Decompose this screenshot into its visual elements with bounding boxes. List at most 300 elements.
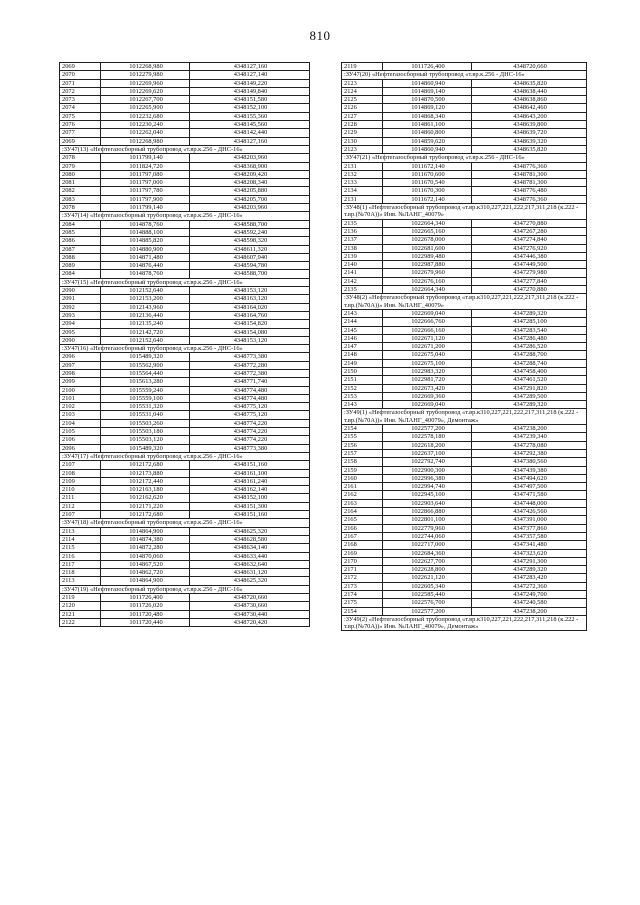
x-coordinate: 1022679,960 <box>383 269 472 277</box>
coordinate-row <box>342 309 587 317</box>
point-number: 2157 <box>342 449 383 457</box>
parcel-header-row <box>60 585 310 593</box>
point-number: 2135 <box>342 219 383 227</box>
parcel-header-row <box>60 212 310 220</box>
coordinate-row <box>60 204 310 212</box>
parcel-title: :ЗУ47(17) «Нефтегазосборный трубопровод «т.вр.к.256 - ДНС-16» <box>60 452 310 460</box>
x-coordinate: 1022585,440 <box>383 591 472 599</box>
point-number: 2167 <box>342 532 383 540</box>
x-coordinate: 1022675,040 <box>383 351 472 359</box>
y-coordinate: 4348635,820 <box>472 79 587 87</box>
point-number: 2119 <box>342 63 383 71</box>
parcel-title: :ЗУ47(16) «Нефтегазосборный трубопровод «т.вр.к.256 - ДНС-16» <box>60 345 310 353</box>
parcel-title: :ЗУ47(19) «Нефтегазосборный трубопровод «т.вр.к.256 - ДНС-16» <box>60 585 310 593</box>
coordinate-row <box>342 121 587 129</box>
x-coordinate: 1011797,080 <box>101 170 190 178</box>
x-coordinate: 1014860,940 <box>383 79 472 87</box>
y-coordinate: 4348638,860 <box>472 96 587 104</box>
x-coordinate: 1014869,120 <box>383 104 472 112</box>
x-coordinate: 1022684,360 <box>383 549 472 557</box>
y-coordinate: 4347272,360 <box>472 582 587 590</box>
point-number: 2146 <box>342 334 383 342</box>
y-coordinate: 4348625,320 <box>190 577 310 585</box>
y-coordinate: 4347288,700 <box>472 351 587 359</box>
x-coordinate: 1012269,620 <box>101 87 190 95</box>
point-number: 2088 <box>60 253 101 261</box>
coordinate-row <box>342 582 587 590</box>
x-coordinate: 1012152,640 <box>101 336 190 344</box>
y-coordinate: 4348127,160 <box>190 63 310 71</box>
coordinate-row <box>60 262 310 270</box>
coordinate-row <box>60 71 310 79</box>
parcel-title: :ЗУ47(15) «Нефтегазосборный трубопровод «т.вр.к.256 - ДНС-16» <box>60 278 310 286</box>
point-number: 2094 <box>60 320 101 328</box>
x-coordinate: 1022676,160 <box>383 277 472 285</box>
x-coordinate: 1012172,680 <box>101 461 190 469</box>
y-coordinate: 4348720,660 <box>190 594 310 602</box>
y-coordinate: 4348588,700 <box>190 270 310 278</box>
x-coordinate: 1015489,320 <box>101 444 190 452</box>
coordinate-row <box>342 574 587 582</box>
x-coordinate: 1014870,500 <box>383 96 472 104</box>
point-number: 2081 <box>60 179 101 187</box>
point-number: 2122 <box>60 618 101 626</box>
x-coordinate: 1012279,980 <box>101 71 190 79</box>
coordinate-row <box>342 286 587 294</box>
point-number: 2174 <box>342 591 383 599</box>
point-number: 2071 <box>60 79 101 87</box>
coordinate-row <box>60 527 310 535</box>
coordinate-row <box>60 311 310 319</box>
point-number: 2133 <box>342 179 383 187</box>
point-number: 2140 <box>342 261 383 269</box>
coordinate-row <box>60 602 310 610</box>
y-coordinate: 4348638,440 <box>472 87 587 95</box>
parcel-header-row <box>342 294 587 310</box>
parcel-title: :ЗУ47(18) «Нефтегазосборный трубопровод «т.вр.к.256 - ДНС-16» <box>60 519 310 527</box>
coordinate-row <box>60 469 310 477</box>
y-coordinate: 4347286,520 <box>472 343 587 351</box>
x-coordinate: 1022666,160 <box>383 326 472 334</box>
point-number: 2118 <box>60 569 101 577</box>
x-coordinate: 1012230,240 <box>101 121 190 129</box>
point-number: 2175 <box>342 599 383 607</box>
x-coordinate: 1012267,700 <box>101 96 190 104</box>
x-coordinate: 1022744,060 <box>383 532 472 540</box>
y-coordinate: 4348611,320 <box>190 245 310 253</box>
point-number: 2144 <box>342 318 383 326</box>
y-coordinate: 4348145,560 <box>190 121 310 129</box>
point-number: 2123 <box>342 79 383 87</box>
coordinate-row <box>342 87 587 95</box>
y-coordinate: 4348776,480 <box>472 187 587 195</box>
point-number: 2170 <box>342 557 383 565</box>
x-coordinate: 1022866,880 <box>383 508 472 516</box>
x-coordinate: 1015531,320 <box>101 403 190 411</box>
coordinate-row <box>60 419 310 427</box>
x-coordinate: 1012152,640 <box>101 287 190 295</box>
coordinate-row <box>60 403 310 411</box>
x-coordinate: 1022994,740 <box>383 483 472 491</box>
y-coordinate: 4347357,580 <box>472 532 587 540</box>
y-coordinate: 4348730,660 <box>190 602 310 610</box>
coordinate-row <box>60 544 310 552</box>
x-coordinate: 1011799,140 <box>101 204 190 212</box>
point-number: 2151 <box>342 376 383 384</box>
x-coordinate: 1011726,020 <box>101 602 190 610</box>
point-number: 2103 <box>60 411 101 419</box>
y-coordinate: 4347289,320 <box>472 401 587 409</box>
x-coordinate: 1014885,820 <box>101 237 190 245</box>
x-coordinate: 1012163,180 <box>101 486 190 494</box>
point-number: 2162 <box>342 491 383 499</box>
y-coordinate: 4347238,200 <box>472 425 587 433</box>
point-number: 2165 <box>342 516 383 524</box>
point-number: 2117 <box>60 560 101 568</box>
x-coordinate: 1012172,440 <box>101 477 190 485</box>
point-number: 2082 <box>60 187 101 195</box>
coordinate-row <box>342 359 587 367</box>
point-number: 2090 <box>60 336 101 344</box>
x-coordinate: 1015503,120 <box>101 436 190 444</box>
x-coordinate: 1022666,760 <box>383 318 472 326</box>
point-number: 2069 <box>60 137 101 145</box>
y-coordinate: 4348639,720 <box>472 129 587 137</box>
x-coordinate: 1015559,240 <box>101 386 190 394</box>
point-number: 2163 <box>342 499 383 507</box>
x-coordinate: 1022618,200 <box>383 441 472 449</box>
point-number: 2093 <box>60 311 101 319</box>
coordinate-row <box>60 195 310 203</box>
y-coordinate: 4348153,120 <box>190 336 310 344</box>
y-coordinate: 4347279,980 <box>472 269 587 277</box>
y-coordinate: 4347291,820 <box>472 384 587 392</box>
coordinate-row <box>342 557 587 565</box>
y-coordinate: 4348642,460 <box>472 104 587 112</box>
y-coordinate: 4347274,840 <box>472 236 587 244</box>
x-coordinate: 1014862,720 <box>101 569 190 577</box>
point-number: 2153 <box>342 392 383 400</box>
coordinate-row <box>342 318 587 326</box>
coordinate-row <box>342 607 587 615</box>
y-coordinate: 4347494,620 <box>472 474 587 482</box>
x-coordinate: 1022578,180 <box>383 433 472 441</box>
x-coordinate: 1015613,280 <box>101 378 190 386</box>
point-number: 2154 <box>342 425 383 433</box>
x-coordinate: 1022627,700 <box>383 557 472 565</box>
coordinate-row <box>342 516 587 524</box>
coordinate-row <box>342 466 587 474</box>
point-number: 2075 <box>60 112 101 120</box>
coordinate-row <box>60 444 310 452</box>
coordinate-row <box>342 499 587 507</box>
y-coordinate: 4347448,000 <box>472 499 587 507</box>
x-coordinate: 1011797,780 <box>101 187 190 195</box>
point-number: 2155 <box>342 433 383 441</box>
x-coordinate: 1014876,440 <box>101 262 190 270</box>
x-coordinate: 1012265,900 <box>101 104 190 112</box>
x-coordinate: 1014868,340 <box>383 112 472 120</box>
y-coordinate: 4347286,480 <box>472 334 587 342</box>
point-number: 2138 <box>342 244 383 252</box>
x-coordinate: 1012268,980 <box>101 63 190 71</box>
y-coordinate: 4348772,280 <box>190 361 310 369</box>
point-number: 2101 <box>60 394 101 402</box>
point-number: 2131 <box>342 195 383 203</box>
y-coordinate: 4347289,320 <box>472 566 587 574</box>
y-coordinate: 4348205,700 <box>190 195 310 203</box>
point-number: 2160 <box>342 474 383 482</box>
y-coordinate: 4347461,520 <box>472 376 587 384</box>
y-coordinate: 4348151,160 <box>190 461 310 469</box>
y-coordinate: 4348633,440 <box>190 552 310 560</box>
x-coordinate: 1022996,380 <box>383 474 472 482</box>
point-number: 2089 <box>60 262 101 270</box>
point-number: 2166 <box>342 524 383 532</box>
point-number: 2106 <box>60 436 101 444</box>
point-number: 2156 <box>342 441 383 449</box>
y-coordinate: 4348634,140 <box>190 544 310 552</box>
point-number: 2134 <box>342 187 383 195</box>
coordinate-row <box>60 610 310 618</box>
y-coordinate: 4348152,100 <box>190 494 310 502</box>
x-coordinate: 1022987,880 <box>383 261 472 269</box>
y-coordinate: 4348643,200 <box>472 112 587 120</box>
parcel-header-row <box>60 519 310 527</box>
point-number: 2125 <box>342 96 383 104</box>
point-number: 2111 <box>60 494 101 502</box>
coordinate-row <box>60 394 310 402</box>
x-coordinate: 1011672,140 <box>383 162 472 170</box>
parcel-header-row <box>60 452 310 460</box>
parcel-header-row <box>342 71 587 79</box>
coordinate-row <box>60 502 310 510</box>
coordinate-row <box>342 343 587 351</box>
x-coordinate: 1014861,100 <box>383 121 472 129</box>
coordinate-row <box>60 112 310 120</box>
point-number: 2164 <box>342 508 383 516</box>
point-number: 2161 <box>342 483 383 491</box>
coordinate-row <box>342 252 587 260</box>
point-number: 2070 <box>60 71 101 79</box>
x-coordinate: 1014880,900 <box>101 245 190 253</box>
point-number: 2132 <box>342 170 383 178</box>
y-coordinate: 4348774,480 <box>190 394 310 402</box>
x-coordinate: 1022779,960 <box>383 524 472 532</box>
x-coordinate: 1014872,280 <box>101 544 190 552</box>
coordinate-row <box>342 599 587 607</box>
coordinate-row <box>342 433 587 441</box>
y-coordinate: 4347249,700 <box>472 591 587 599</box>
coordinate-row <box>342 351 587 359</box>
y-coordinate: 4348155,360 <box>190 112 310 120</box>
coordinate-row <box>60 511 310 519</box>
x-coordinate: 1022621,120 <box>383 574 472 582</box>
coordinate-row <box>342 63 587 71</box>
y-coordinate: 4347497,500 <box>472 483 587 491</box>
point-number: 2100 <box>60 386 101 394</box>
y-coordinate: 4347270,880 <box>472 219 587 227</box>
coordinate-row <box>60 328 310 336</box>
x-coordinate: 1014869,140 <box>383 87 472 95</box>
parcel-header-row <box>342 409 587 425</box>
coordinate-row <box>60 79 310 87</box>
y-coordinate: 4347341,480 <box>472 541 587 549</box>
y-coordinate: 4347238,200 <box>472 607 587 615</box>
y-coordinate: 4347446,380 <box>472 252 587 260</box>
point-number: 2136 <box>342 227 383 235</box>
x-coordinate: 1014871,480 <box>101 253 190 261</box>
x-coordinate: 1022678,000 <box>383 236 472 244</box>
coordinate-row <box>342 219 587 227</box>
parcel-title: :ЗУ47(14) «Нефтегазосборный трубопровод «т.вр.к.256 - ДНС-16» <box>60 212 310 220</box>
coordinate-row <box>342 129 587 137</box>
y-coordinate: 4347323,620 <box>472 549 587 557</box>
y-coordinate: 4348164,020 <box>190 303 310 311</box>
y-coordinate: 4348774,220 <box>190 428 310 436</box>
coordinate-row <box>60 63 310 71</box>
parcel-header-row <box>342 154 587 162</box>
coordinate-row <box>60 461 310 469</box>
point-number: 2168 <box>342 541 383 549</box>
point-number: 2083 <box>60 195 101 203</box>
y-coordinate: 4348203,960 <box>190 204 310 212</box>
point-number: 2105 <box>60 428 101 436</box>
y-coordinate: 4348164,760 <box>190 311 310 319</box>
point-number: 2116 <box>60 552 101 560</box>
coordinate-row <box>342 227 587 235</box>
x-coordinate: 1015503,260 <box>101 419 190 427</box>
point-number: 2080 <box>60 170 101 178</box>
coordinate-row <box>342 79 587 87</box>
coordinate-row <box>342 483 587 491</box>
point-number: 2096 <box>60 353 101 361</box>
point-number: 2095 <box>60 328 101 336</box>
coordinate-row <box>60 87 310 95</box>
coordinate-row <box>342 277 587 285</box>
y-coordinate: 4348625,320 <box>190 527 310 535</box>
coordinate-row <box>60 121 310 129</box>
x-coordinate: 1011670,300 <box>383 187 472 195</box>
coordinate-row <box>342 458 587 466</box>
y-coordinate: 4348142,440 <box>190 129 310 137</box>
point-number: 2102 <box>60 403 101 411</box>
y-coordinate: 4348209,420 <box>190 170 310 178</box>
x-coordinate: 1022673,420 <box>383 384 472 392</box>
coordinate-row <box>60 237 310 245</box>
x-coordinate: 1011824,720 <box>101 162 190 170</box>
point-number: 2152 <box>342 384 383 392</box>
coordinate-row <box>60 154 310 162</box>
x-coordinate: 1012268,980 <box>101 137 190 145</box>
parcel-header-row <box>60 145 310 153</box>
coordinate-row <box>60 494 310 502</box>
point-number: 2148 <box>342 351 383 359</box>
y-coordinate: 4347270,880 <box>472 286 587 294</box>
point-number: 2126 <box>342 104 383 112</box>
y-coordinate: 4348153,120 <box>190 287 310 295</box>
x-coordinate: 1012136,440 <box>101 311 190 319</box>
point-number: 2077 <box>60 129 101 137</box>
point-number: 2169 <box>342 549 383 557</box>
point-number: 2078 <box>60 204 101 212</box>
y-coordinate: 4347276,920 <box>472 244 587 252</box>
x-coordinate: 1015564,440 <box>101 369 190 377</box>
coordinate-row <box>60 187 310 195</box>
y-coordinate: 4348127,140 <box>190 71 310 79</box>
coordinate-row <box>342 524 587 532</box>
point-number: 2078 <box>60 154 101 162</box>
y-coordinate: 4348781,300 <box>472 170 587 178</box>
y-coordinate: 4347277,840 <box>472 277 587 285</box>
coordinate-row <box>342 425 587 433</box>
coordinate-row <box>60 129 310 137</box>
y-coordinate: 4348775,120 <box>190 411 310 419</box>
x-coordinate: 1012173,880 <box>101 469 190 477</box>
x-coordinate: 1012172,680 <box>101 511 190 519</box>
x-coordinate: 1014867,520 <box>101 560 190 568</box>
y-coordinate: 4348639,800 <box>472 121 587 129</box>
x-coordinate: 1022637,100 <box>383 449 472 457</box>
x-coordinate: 1014860,800 <box>383 129 472 137</box>
y-coordinate: 4348161,100 <box>190 469 310 477</box>
coordinate-row <box>60 228 310 236</box>
y-coordinate: 4347289,500 <box>472 392 587 400</box>
point-number: 2123 <box>342 145 383 153</box>
point-number: 2113 <box>60 527 101 535</box>
y-coordinate: 4348154,820 <box>190 320 310 328</box>
coordinate-row <box>342 508 587 516</box>
coordinate-row <box>60 353 310 361</box>
point-number: 2084 <box>60 270 101 278</box>
page-number: 810 <box>309 28 331 43</box>
point-number: 2104 <box>60 419 101 427</box>
coordinate-row <box>60 535 310 543</box>
y-coordinate: 4348163,120 <box>190 295 310 303</box>
point-number: 2131 <box>342 162 383 170</box>
x-coordinate: 1022669,360 <box>383 392 472 400</box>
y-coordinate: 4348151,300 <box>190 502 310 510</box>
x-coordinate: 1014878,760 <box>101 220 190 228</box>
x-coordinate: 1022576,700 <box>383 599 472 607</box>
left-coordinate-table <box>59 62 310 627</box>
y-coordinate: 4348771,740 <box>190 378 310 386</box>
x-coordinate: 1022801,100 <box>383 516 472 524</box>
x-coordinate: 1022717,000 <box>383 541 472 549</box>
point-number: 2108 <box>60 469 101 477</box>
y-coordinate: 4348592,240 <box>190 228 310 236</box>
coordinate-row <box>342 449 587 457</box>
coordinate-row <box>342 170 587 178</box>
x-coordinate: 1012142,720 <box>101 328 190 336</box>
coordinate-row <box>60 569 310 577</box>
point-number: 2114 <box>60 535 101 543</box>
point-number: 2069 <box>60 63 101 71</box>
coordinate-row <box>60 411 310 419</box>
coordinate-row <box>342 162 587 170</box>
parcel-title: :ЗУ47(21) «Нефтегазосборный трубопровод «т.вр.к.256 - ДНС-16» <box>342 154 587 162</box>
coordinate-row <box>60 577 310 585</box>
y-coordinate: 4348773,380 <box>190 353 310 361</box>
y-coordinate: 4348127,160 <box>190 137 310 145</box>
point-number: 2092 <box>60 303 101 311</box>
x-coordinate: 1011726,400 <box>383 63 472 71</box>
x-coordinate: 1022577,200 <box>383 607 472 615</box>
point-number: 2150 <box>342 367 383 375</box>
coordinate-row <box>342 137 587 145</box>
y-coordinate: 4347391,000 <box>472 516 587 524</box>
point-number: 2149 <box>342 359 383 367</box>
